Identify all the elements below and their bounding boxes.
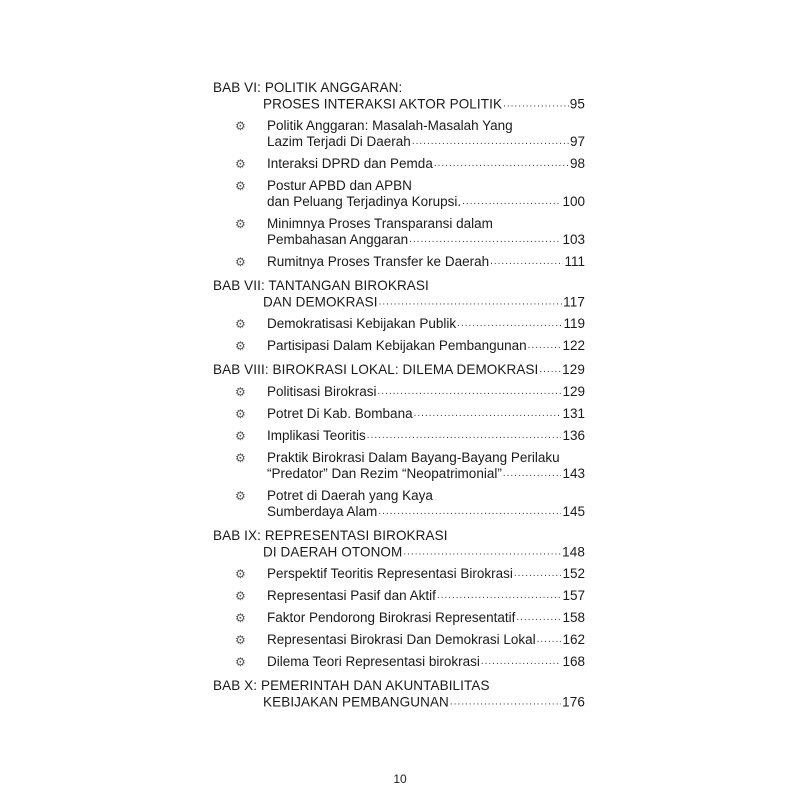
entry-title-text: Representasi Pasif dan Aktif (267, 588, 436, 603)
entry-page-number: 168 (562, 654, 585, 669)
gear-icon: ⚙ (235, 317, 246, 331)
chapter-title-line (213, 527, 585, 544)
page-number: 10 (393, 772, 407, 786)
entry-text (265, 178, 585, 210)
leader-dots (528, 340, 562, 352)
entry-page-number: 129 (562, 384, 585, 399)
entry-title-text: Representasi Birokrasi Dan Demokrasi Lokal (267, 632, 536, 647)
toc-entry (213, 654, 585, 670)
entry-title-line (267, 232, 585, 248)
entry-text (265, 118, 585, 150)
entry-title-line (267, 156, 585, 172)
leader-dots (367, 430, 562, 442)
leader-dots (379, 296, 563, 309)
leader-dots (537, 634, 562, 646)
leader-dots (503, 468, 562, 480)
entry-text (265, 384, 585, 400)
chapter-title-text: BAB IX: REPRESENTASI BIROKRASI (213, 527, 448, 543)
gear-icon: ⚙ (235, 611, 246, 625)
toc-entry (213, 566, 585, 582)
chapter-title-text: DI DAERAH OTONOM (263, 544, 403, 560)
entry-page-number: 157 (562, 588, 585, 603)
leader-dots (462, 196, 561, 208)
entry-title-line (267, 134, 585, 150)
chapter-title-text: BAB VII: TANTANGAN BIROKRASI (213, 277, 429, 293)
chapter-title-text: BAB VIII: BIROKRASI LOKAL: DILEMA DEMOKRASI (213, 361, 539, 378)
entry-title-line (267, 632, 585, 648)
leader-dots (481, 656, 562, 668)
entry-title-text: Politisasi Birokrasi (267, 384, 377, 399)
entry-page-number: 103 (562, 232, 585, 247)
entry-title-text: Politik Anggaran: Masalah-Masalah Yang (267, 118, 513, 133)
leader-dots (516, 612, 561, 624)
chapter-title-text: KEBIJAKAN PEMBANGUNAN (263, 694, 449, 710)
gear-icon: ⚙ (235, 119, 246, 133)
entry-title-text: Rumitnya Proses Transfer ke Daerah (267, 254, 490, 269)
entry-text (265, 654, 585, 670)
entry-page-number: 131 (562, 406, 585, 421)
entry-page-number: 145 (562, 504, 585, 519)
entry-title-line (267, 316, 585, 332)
entry-page-number: 162 (562, 632, 585, 647)
toc-entry (213, 338, 585, 354)
entry-title-line (267, 588, 585, 604)
leader-dots (414, 408, 562, 420)
table-of-contents (213, 80, 585, 710)
entry-title-line (267, 504, 585, 520)
entry-text (265, 588, 585, 604)
entry-page-number: 100 (562, 194, 585, 209)
toc-entry (213, 632, 585, 648)
toc-entry (213, 216, 585, 248)
chapter-title-line (213, 694, 585, 711)
entry-title-line (267, 488, 585, 504)
toc-chapter (213, 527, 585, 561)
entry-text (265, 488, 585, 520)
entry-title-line (267, 566, 585, 582)
gear-icon: ⚙ (235, 179, 246, 193)
entry-title-line (267, 216, 585, 232)
entry-text (265, 566, 585, 582)
chapter-title-text: PROSES INTERAKSI AKTOR POLITIK (263, 96, 503, 112)
entry-page-number: 152 (562, 566, 585, 581)
entry-text (265, 316, 585, 332)
toc-entry (213, 156, 585, 172)
toc-entry (213, 610, 585, 626)
chapter-page-number: 117 (563, 294, 585, 310)
leader-dots (434, 158, 569, 170)
chapter-title-line (213, 294, 585, 311)
entry-title-line (267, 610, 585, 626)
toc-entry (213, 254, 585, 270)
entry-title-text: Implikasi Teoritis (267, 428, 366, 443)
entry-title-text: Pembahasan Anggaran (267, 232, 409, 247)
leader-dots (409, 234, 561, 246)
toc-entry (213, 384, 585, 400)
chapter-title-line (213, 362, 585, 379)
entry-page-number: 98 (569, 156, 585, 171)
toc-entry (213, 428, 585, 444)
gear-icon: ⚙ (235, 589, 246, 603)
entry-title-line (267, 178, 585, 194)
leader-dots (437, 590, 562, 602)
entry-title-text: Dilema Teori Representasi birokrasi (267, 654, 480, 669)
entry-page-number: 143 (562, 466, 585, 481)
entry-text (265, 156, 585, 172)
gear-icon: ⚙ (235, 255, 246, 269)
leader-dots (457, 318, 562, 330)
toc-entry (213, 178, 585, 210)
leader-dots (514, 568, 562, 580)
entry-page-number: 97 (569, 134, 585, 149)
entry-page-number: 119 (563, 316, 585, 331)
entry-text (265, 610, 585, 626)
entry-title-text: Potret Di Kab. Bombana (267, 406, 413, 421)
leader-dots (539, 364, 561, 377)
gear-icon: ⚙ (235, 655, 246, 669)
entry-title-text: Postur APBD dan APBN (267, 178, 412, 193)
gear-icon: ⚙ (235, 407, 246, 421)
leader-dots (503, 98, 569, 111)
toc-chapter (213, 277, 585, 311)
gear-icon: ⚙ (235, 633, 246, 647)
entry-title-text: dan Peluang Terjadinya Korupsi. (267, 194, 462, 209)
gear-icon: ⚙ (235, 429, 246, 443)
entry-title-line (267, 384, 585, 400)
chapter-title-line (213, 544, 585, 561)
leader-dots (412, 136, 569, 148)
entry-title-text: Sumberdaya Alam (267, 504, 378, 519)
chapter-title-line (213, 96, 585, 113)
chapter-title-text: DAN DEMOKRASI (263, 294, 378, 310)
chapter-page-number: 129 (562, 361, 585, 378)
entry-page-number: 122 (562, 338, 585, 353)
entry-title-line (267, 406, 585, 422)
leader-dots (403, 546, 561, 559)
entry-title-line (267, 194, 585, 210)
toc-entry (213, 488, 585, 520)
gear-icon: ⚙ (235, 489, 246, 503)
leader-dots (378, 506, 561, 518)
chapter-title-text: BAB X: PEMERINTAH DAN AKUNTABILITAS (213, 677, 490, 693)
entry-title-line (267, 466, 585, 482)
leader-dots (450, 696, 561, 709)
toc-chapter (213, 677, 585, 711)
entry-title-text: “Predator” Dan Rezim “Neopatrimonial” (267, 466, 502, 481)
entry-title-line (267, 338, 585, 354)
toc-chapter (213, 79, 585, 113)
entry-text (265, 406, 585, 422)
entry-title-line (267, 654, 585, 670)
chapter-title-line (213, 677, 585, 694)
entry-title-text: Demokratisasi Kebijakan Publik (267, 316, 457, 331)
entry-title-text: Potret di Daerah yang Kaya (267, 488, 433, 503)
entry-title-line (267, 428, 585, 444)
toc-entry (213, 406, 585, 422)
entry-title-text: Praktik Birokrasi Dalam Bayang-Bayang Perilaku (267, 450, 560, 465)
chapter-page-number: 176 (562, 694, 585, 710)
chapter-title-line (213, 277, 585, 294)
entry-text (265, 254, 585, 270)
entry-text (265, 428, 585, 444)
gear-icon: ⚙ (235, 451, 246, 465)
toc-chapter (213, 362, 585, 379)
entry-title-text: Partisipasi Dalam Kebijakan Pembangunan (267, 338, 527, 353)
entry-text (265, 450, 585, 482)
chapter-title-line (213, 79, 585, 96)
gear-icon: ⚙ (235, 339, 246, 353)
gear-icon: ⚙ (235, 385, 246, 399)
chapter-page-number: 148 (562, 544, 585, 560)
entry-text (265, 338, 585, 354)
entry-page-number: 136 (562, 428, 585, 443)
toc-entry (213, 588, 585, 604)
entry-title-line (267, 254, 585, 270)
toc-entry (213, 118, 585, 150)
toc-entry (213, 450, 585, 482)
entry-title-line (267, 118, 585, 134)
gear-icon: ⚙ (235, 157, 246, 171)
entry-title-text: Interaksi DPRD dan Pemda (267, 156, 433, 171)
gear-icon: ⚙ (235, 217, 246, 231)
gear-icon: ⚙ (235, 567, 246, 581)
leader-dots (378, 386, 562, 398)
entry-title-text: Perspektif Teoritis Representasi Birokrasi (267, 566, 513, 581)
entry-title-text: Lazim Terjadi Di Daerah (267, 134, 411, 149)
entry-title-text: Minimnya Proses Transparansi dalam (267, 216, 493, 231)
entry-page-number: 158 (562, 610, 585, 625)
entry-title-line (267, 450, 585, 466)
entry-text (265, 632, 585, 648)
entry-title-text: Faktor Pendorong Birokrasi Representatif (267, 610, 516, 625)
toc-entry (213, 316, 585, 332)
chapter-title-text: BAB VI: POLITIK ANGGARAN: (213, 79, 403, 95)
leader-dots (490, 256, 563, 268)
entry-page-number: 111 (564, 254, 585, 269)
entry-text (265, 216, 585, 248)
chapter-page-number: 95 (569, 96, 585, 112)
